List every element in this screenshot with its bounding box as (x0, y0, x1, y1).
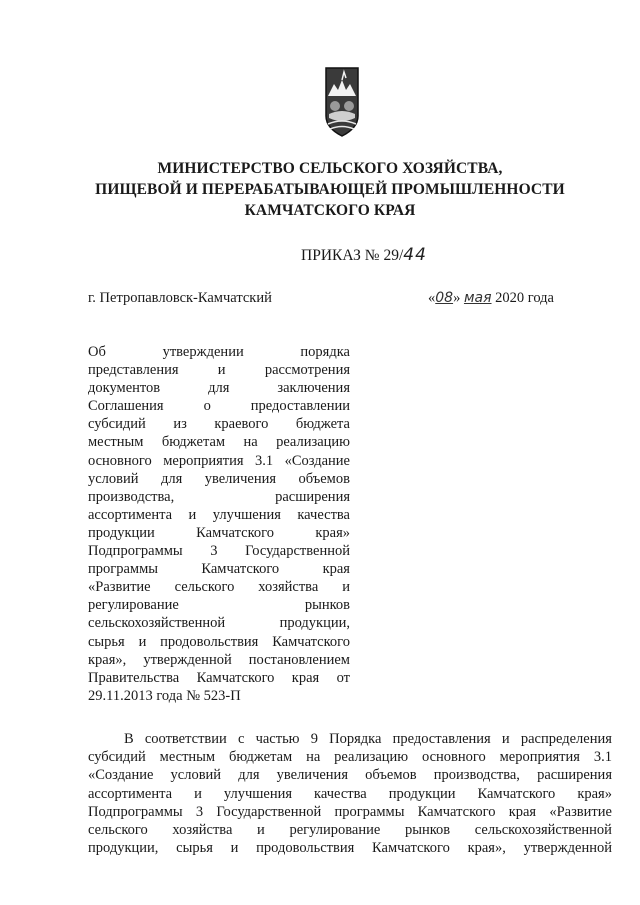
subject-line (88, 633, 350, 651)
word: продукции, (88, 840, 159, 857)
word: края», (88, 651, 127, 668)
word: краевого (214, 416, 269, 433)
word: хозяйства (258, 579, 319, 596)
word: от (336, 669, 350, 686)
word: с (237, 731, 245, 747)
word: заключения (277, 380, 350, 397)
word: 9 (310, 731, 318, 747)
word: и (342, 579, 350, 596)
word: Правительства (88, 669, 180, 686)
word: порядка (300, 344, 350, 360)
word: мероприятия (163, 452, 244, 469)
subject-line (88, 560, 350, 578)
word: Порядка (329, 731, 382, 747)
word: мероприятия (499, 749, 580, 766)
word: 3.1 (593, 749, 612, 766)
word: объемов (365, 767, 417, 784)
word: Соглашения (88, 398, 164, 415)
body-line (88, 839, 612, 857)
subject-line (88, 578, 350, 596)
body-line (88, 766, 612, 784)
ministry-line: КАМЧАТСКОГО КРАЯ (244, 202, 416, 219)
order-number-handwritten: 44 (403, 245, 427, 265)
word: расширения (537, 767, 612, 784)
word: постановлением (248, 651, 350, 668)
subject-line (88, 506, 350, 524)
subject-line (88, 669, 350, 687)
word: предоставлении (250, 398, 350, 415)
word: производства, (88, 488, 175, 505)
word: объемов (298, 470, 350, 487)
word: реализацию (334, 749, 409, 766)
word: «Развитие (88, 579, 151, 596)
date-quote: » (453, 290, 461, 306)
order-title (301, 245, 427, 265)
word: края» (577, 785, 612, 802)
order-subject (88, 343, 350, 705)
subject-line (88, 488, 350, 506)
word: сельского (88, 821, 148, 838)
word: Камчатского (196, 669, 275, 686)
order-body (88, 730, 612, 857)
word: и (257, 821, 265, 838)
word: рассмотрения (264, 362, 350, 379)
word: Подпрограммы (88, 543, 183, 560)
word: бюджета (295, 416, 350, 433)
word: основного (421, 749, 486, 766)
word: 29.11.2013 года № 523-П (88, 687, 241, 704)
ministry-line: МИНИСТЕРСТВО СЕЛЬСКОГО ХОЗЯЙСТВА, (157, 160, 503, 177)
word: Камчатского (372, 840, 450, 857)
word: из (173, 416, 187, 433)
word: ассортимента (88, 506, 173, 523)
word: Камчатского (477, 785, 556, 802)
word: соответствии (144, 731, 227, 747)
word: края», (467, 840, 506, 857)
word: для (238, 767, 260, 784)
word: регулирование (88, 597, 179, 614)
word: распределения (520, 731, 612, 747)
subject-line (88, 433, 350, 451)
word: края» (315, 524, 350, 541)
word: утвержденной (143, 651, 232, 668)
word: и (501, 731, 510, 747)
word: документов (88, 380, 161, 397)
subject-line (88, 379, 350, 397)
place: г. Петропавловск-Камчатский (88, 290, 272, 306)
word: сырья (176, 840, 213, 857)
word: 3 (195, 803, 204, 820)
order-date (428, 290, 554, 307)
ministry-header (60, 158, 600, 221)
word: субсидий (88, 416, 146, 433)
subject-line (88, 614, 350, 632)
word: и (188, 506, 197, 523)
word: и (217, 362, 226, 379)
word: Государственной (245, 543, 350, 560)
word: программы (88, 561, 158, 578)
word: и (194, 785, 202, 802)
order-label: ПРИКАЗ № 29/ (301, 247, 404, 264)
word: качества (314, 785, 367, 802)
word: условий (170, 767, 222, 784)
body-line (88, 821, 612, 839)
word: местным (159, 749, 216, 766)
word: программы (334, 803, 405, 820)
word: края (322, 561, 350, 578)
word: продовольствия (160, 633, 259, 650)
word: Камчатского (201, 561, 280, 578)
word: регулирование (289, 821, 381, 838)
body-line (88, 785, 612, 803)
date-year: 2020 года (495, 290, 554, 306)
body-line (88, 748, 612, 766)
word: Подпрограммы (88, 803, 183, 820)
subject-line (88, 596, 350, 614)
word: бюджетам (228, 749, 293, 766)
word: увеличения (204, 470, 277, 487)
subject-line (88, 452, 350, 470)
word: «Создание (88, 767, 154, 784)
word: края (291, 669, 320, 686)
subject-line (88, 397, 350, 415)
word: «Развитие (549, 803, 612, 820)
coat-of-arms-icon (320, 66, 364, 138)
word: улучшения (212, 506, 281, 523)
word: продукции, (279, 615, 350, 632)
subject-line (88, 651, 350, 669)
word: Государственной (216, 803, 322, 820)
word: Камчатского (417, 803, 496, 820)
word: производства, (433, 767, 520, 784)
word: и (138, 633, 147, 650)
subject-line (88, 687, 350, 705)
subject-line (88, 361, 350, 379)
date-month: мая (463, 290, 492, 306)
word: края (508, 803, 537, 820)
word: ассортимента (88, 785, 173, 802)
word: В (124, 731, 134, 747)
date-quote: « (428, 290, 436, 306)
word: улучшения (223, 785, 293, 802)
word: на (306, 749, 321, 766)
word: Об (88, 344, 106, 360)
word: о (203, 398, 211, 415)
subject-line (88, 542, 350, 560)
word: Камчатского (272, 633, 350, 650)
subject-line (88, 470, 350, 488)
subject-line (88, 524, 350, 542)
word: для (208, 380, 230, 397)
word: условий (88, 470, 139, 487)
word: сельского (174, 579, 235, 596)
word: и (230, 840, 239, 857)
word: реализацию (276, 434, 350, 451)
body-line (88, 803, 612, 821)
word: 3 (210, 543, 218, 560)
word: продовольствия (256, 840, 355, 857)
word: бюджетам (161, 434, 226, 451)
ministry-line: ПИЩЕВОЙ И ПЕРЕРАБАТЫВАЮЩЕЙ ПРОМЫШЛЕННОСТИ (95, 181, 565, 198)
word: субсидий (88, 749, 146, 766)
word: «Создание (284, 452, 350, 469)
word: Камчатского (196, 524, 274, 541)
word: утвержденной (523, 840, 612, 857)
word: сырья (88, 633, 125, 650)
word: для (160, 470, 183, 487)
word: продукции (388, 785, 456, 802)
body-line (88, 730, 612, 748)
word: утверждении (162, 344, 244, 360)
subject-line (88, 415, 350, 433)
date-day: 08 (435, 290, 454, 306)
word: представления (88, 362, 179, 379)
word: частью (255, 731, 300, 747)
word: на (243, 434, 258, 451)
word: расширения (275, 488, 350, 505)
word: местным (88, 434, 144, 451)
word: хозяйства (172, 821, 233, 838)
word: сельскохозяйственной (88, 615, 226, 632)
word: продукции (88, 524, 155, 541)
word: предоставления (392, 731, 491, 747)
word: рынков (404, 821, 451, 838)
word: увеличения (276, 767, 348, 784)
word: качества (297, 506, 350, 523)
word: 3.1 (254, 452, 274, 469)
word: основного (88, 452, 152, 469)
subject-line (88, 343, 350, 361)
word: сельскохозяйственной (474, 821, 612, 838)
word: рынков (304, 597, 350, 614)
